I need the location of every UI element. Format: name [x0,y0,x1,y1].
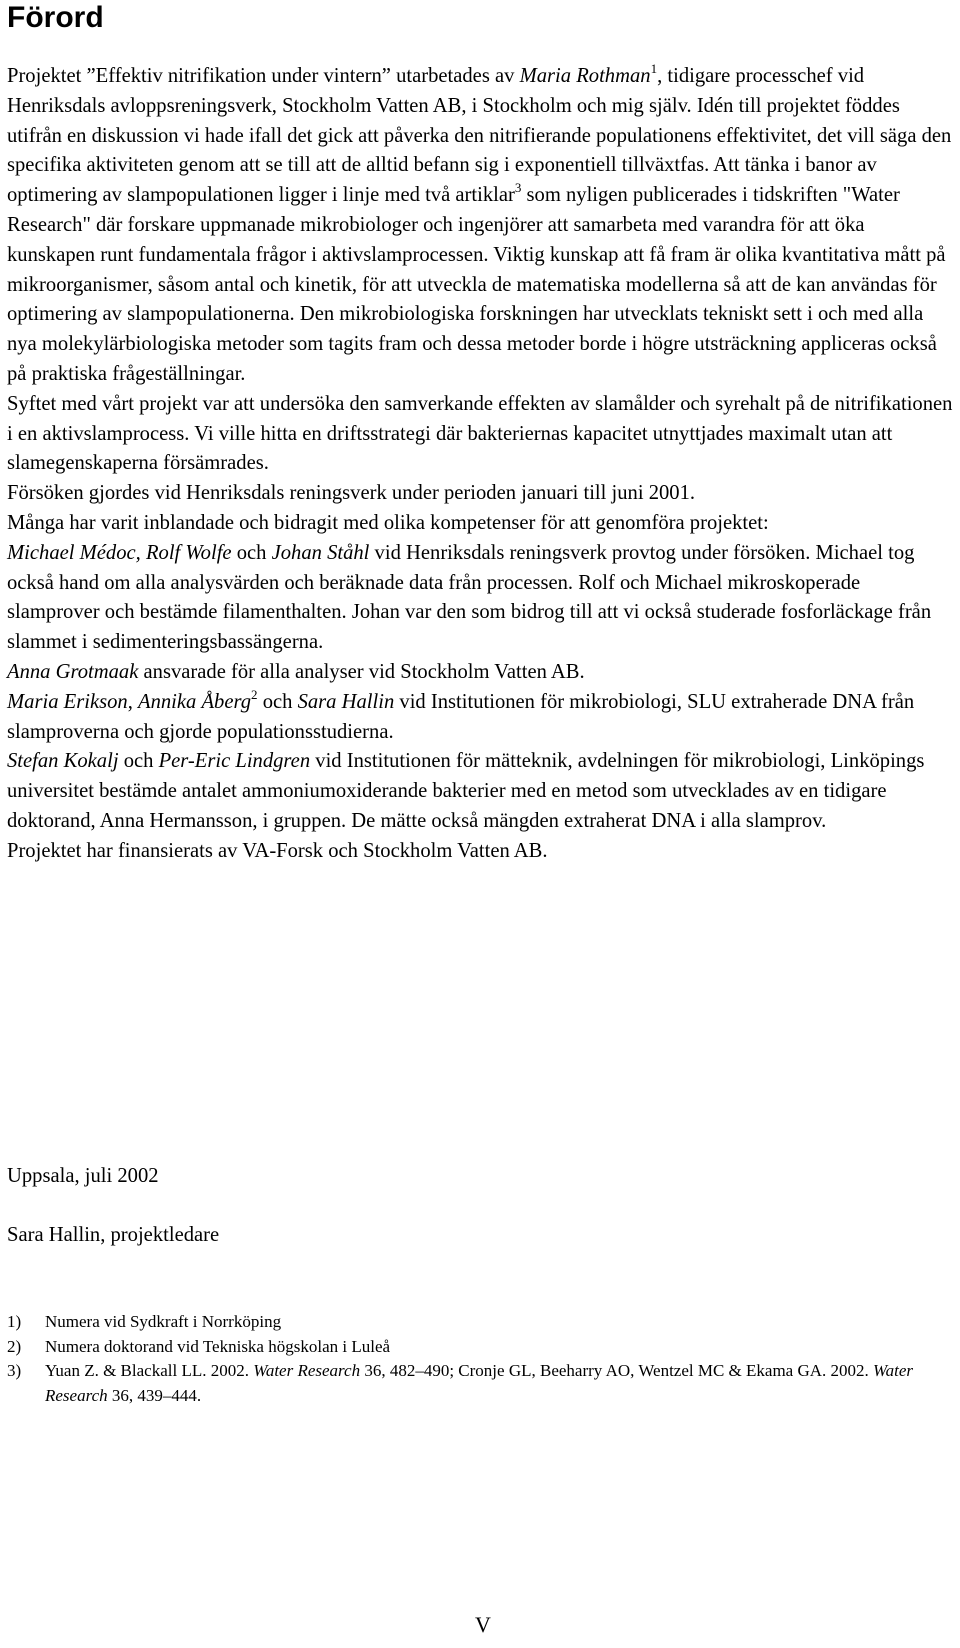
paragraph-linkoping [7,747,953,836]
document-page [7,0,953,1648]
person-name: Michael Médoc, Rolf Wolfe [7,541,232,564]
conjunction: och [118,750,159,773]
page-number: V [475,1612,491,1637]
citation-text: 36, 482–490; Cronje GL, Beeharry AO, Wentzel MC & Ekama GA. 2002. [360,1361,874,1380]
paragraph-purpose: Syftet med vårt projekt var att undersöka den samverkande effekten av slamålder och syrehalt på de nitrifikationen i en aktivslamprocess. Vi ville hitta en driftsstrategi där bakteriernas kapacitet utnyttjades maximalt utan att slamegenskaperna försämrades. [7,392,953,475]
person-name: Per-Eric Lindgren [158,750,311,773]
footnote-text: Numera doktorand vid Tekniska högskolan i Luleå [45,1336,391,1356]
footnote-text: Numera vid Sydkraft i Norrköping [45,1312,282,1331]
paragraph-text: ansvarade för alla analyser vid Stockholm Vatten AB. [138,660,585,683]
paragraph-henriksdal [7,539,953,658]
person-name: Maria Rothman [519,65,651,87]
signature-line: Sara Hallin, projektledare [7,1224,220,1246]
footnote-number: 3) [7,1361,22,1380]
paragraph-analyses [7,658,953,688]
citation-text: Yuan Z. & Blackall LL. 2002. [45,1361,254,1380]
journal-name: Water Research [45,1361,914,1405]
citation-text: 36, 439–444. [107,1385,202,1405]
person-name: Sara Hallin [297,690,395,713]
paragraph-text: vid Henriksdals reningsverk provtog under försöken. Michael tog också hand om alla analysvärden och beräknade data från processen. Rolf och Michael mikroskoperade slamprover och bestämde filamenthalten. Johan var den som bidrog till att vi också studerade fosforläckage från slammet i sedimenteringsbassängerna. [7,541,932,654]
person-name: Annika Åberg [138,690,252,713]
foreword-body [7,62,953,867]
conjunction: och [257,690,298,713]
journal-name: Water Research [253,1361,361,1380]
paragraph-slu [7,688,953,748]
footnotes [7,1310,953,1408]
paragraph-contributors: Många har varit inblandade och bidragit med olika kompetenser för att genomföra projektet: [7,511,769,534]
intro-text-c: som nyligen publicerades i tidskriften "Water Research" där forskare uppmanade mikrobiologer och ingenjörer att samarbeta med varandra för att öka kunskapen runt fundamentala frågor i aktivslamprocessen. Viktig kunskap att få fram är olika kvantitativa mått på mikroorganismer, såsom antal och kinetik, för att utveckla de matematiska modellerna så att de kan användas för optimering av slampopulationerna. Den mikrobiologiska forskningen har utvecklats tekniskt sett i och med alla nya molekylärbiologiska metoder som tagits fram och dessa metoder borde i högre utsträckning appliceras också på praktiska frågeställningar. [7,184,946,385]
intro-text-a: Projektet ”Effektiv nitrifikation under vintern” utarbetades av [7,65,520,87]
footnote-3 [7,1359,953,1408]
paragraph-funding: Projektet har finansierats av VA-Forsk och Stockholm Vatten AB. [7,839,548,862]
person-name: Johan Ståhl [271,541,370,564]
person-name: Stefan Kokalj [7,750,119,773]
separator: , [127,690,138,713]
paragraph-text: vid Institutionen för mikrobiologi, SLU extraherade DNA från slamproverna och gjorde populationsstudierna. [7,690,915,743]
paragraph-text: vid Institutionen för mätteknik, avdelningen för mikrobiologi, Linköpings universitet bestämde antalet ammoniumoxiderande bakterier med en metod som utvecklades av en tidigare doktorand, Anna Hermansson, i gruppen. De mätte också mängden extraherat DNA i alla slamprov. [7,750,925,832]
footnote-ref: 2 [251,686,258,702]
conjunction: och [231,541,272,564]
paragraph-trials: Försöken gjordes vid Henriksdals reningsverk under perioden januari till juni 2001. [7,482,696,505]
page-title: Förord [7,1,104,34]
person-name: Maria Erikson [7,690,128,713]
footnote-2 [7,1335,953,1360]
person-name: Anna Grotmaak [7,660,139,683]
footnote-ref: 3 [514,180,522,196]
place-and-date: Uppsala, juli 2002 [7,1165,159,1187]
footnote-number: 1) [7,1312,22,1331]
footnote-text [45,1359,953,1408]
footnote-1 [7,1310,953,1335]
intro-text-b: , tidigare processchef vid Henriksdals avloppsreningsverk, Stockholm Vatten AB, i Stockholm och mig själv. Idén till projektet föddes utifrån en diskussion vi hade ifall det gick att påverka den nitrifierande populationens effektivitet, det vill säga den specifika aktiviteten genom att se till att de alltid befann sig i exponentiell tillväxtfas. Att tänka i banor av optimering av slampopulationen ligger i linje med två artiklar [7,65,952,207]
paragraph-intro [7,62,953,390]
footnote-ref: 1 [650,61,658,77]
footnote-number: 2) [7,1336,22,1356]
